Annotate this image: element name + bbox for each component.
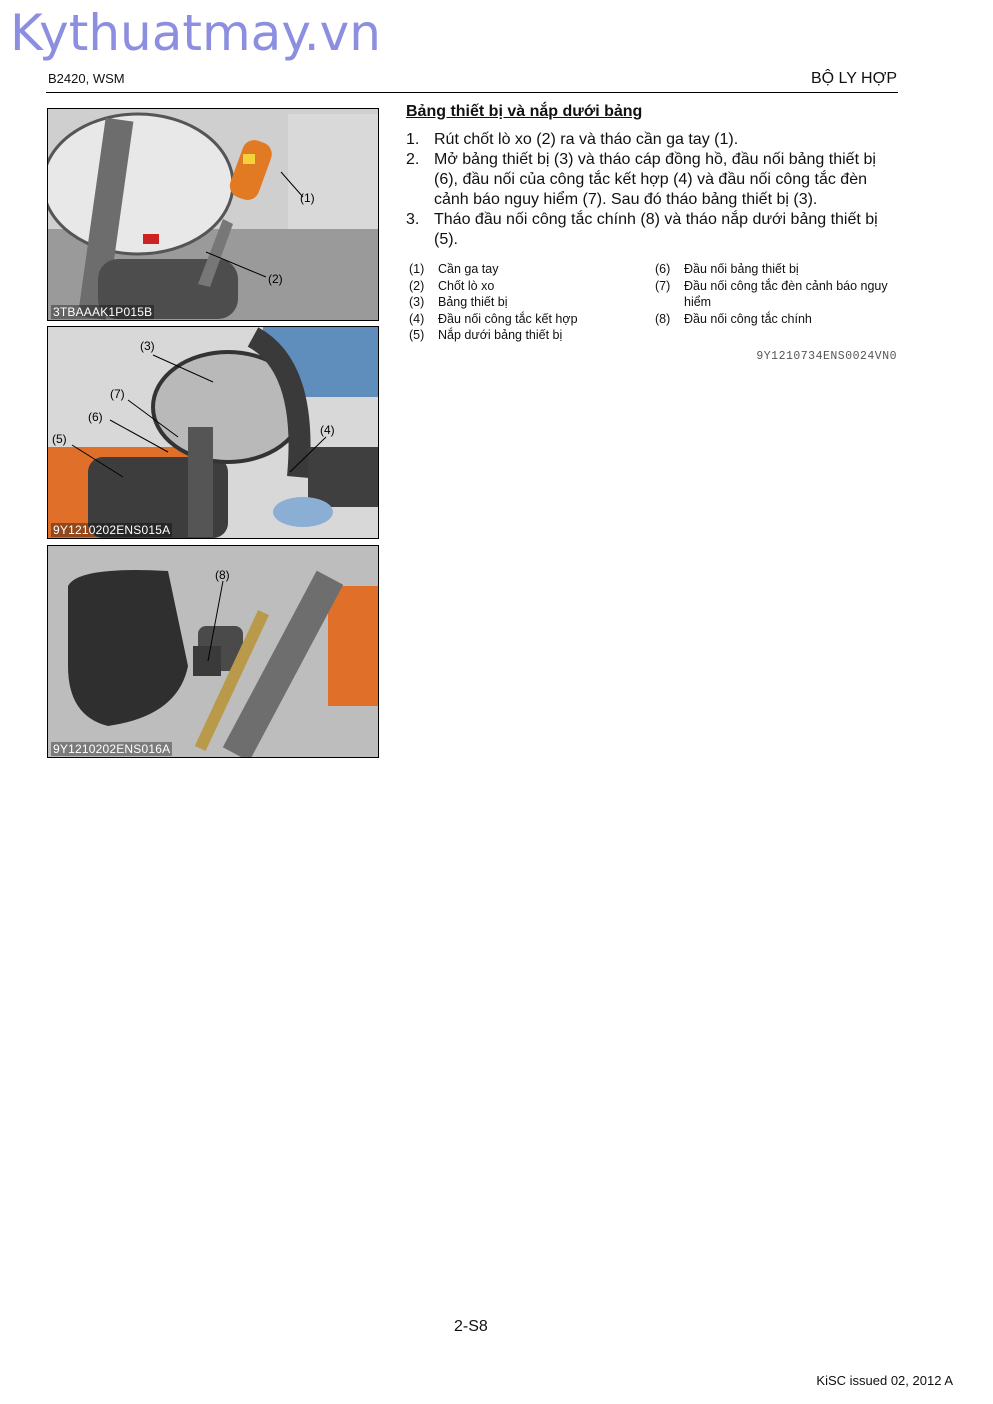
figure-2-callout-5: (5) (52, 432, 67, 446)
figure-2-callout-3: (3) (140, 339, 155, 353)
step-number: 1. (406, 131, 420, 148)
header-chapter: BỘ LY HỢP (810, 70, 897, 87)
legend-label: Đầu nối bảng thiết bị (684, 262, 799, 276)
legend-left (406, 261, 646, 344)
figure-2-callout-4: (4) (320, 423, 335, 437)
figure-1-illustration (48, 109, 378, 320)
step-text: Rút chốt lò xo (2) ra và tháo cần ga tay (1). (434, 131, 739, 148)
legend-item (406, 278, 646, 295)
figure-2-callout-7: (7) (110, 387, 125, 401)
figure-main-switch-connector (47, 545, 379, 758)
issue-note: KiSC issued 02, 2012 A (816, 1373, 953, 1388)
legend-number: (2) (409, 278, 425, 293)
figure-2-callout-6: (6) (88, 410, 103, 424)
legend-item (652, 311, 898, 328)
step-3 (406, 210, 898, 250)
legend-right (652, 261, 898, 327)
legend-item (406, 311, 646, 328)
step-2 (406, 150, 898, 210)
legend-number: (4) (409, 311, 425, 326)
legend-item (406, 261, 646, 278)
page-number: 2-S8 (454, 1318, 488, 1335)
legend-label: Cần ga tay (438, 262, 499, 276)
step-1 (406, 130, 898, 150)
figure-2-code: 9Y1210202ENS015A (53, 523, 171, 537)
figure-3-code: 9Y1210202ENS016A (53, 742, 171, 756)
legend-item (406, 294, 646, 311)
watermark: Kythuatmay.vn (10, 4, 381, 62)
figure-1-code: 3TBAAAK1P015B (53, 305, 153, 319)
legend-item (652, 261, 898, 278)
legend-label: Chốt lò xo (438, 278, 495, 293)
legend-label: Bảng thiết bị (438, 295, 508, 309)
figure-1-callout-1: (1) (300, 191, 315, 205)
step-number: 3. (406, 211, 420, 228)
figure-1-callout-2: (2) (268, 272, 283, 286)
legend-label: Nắp dưới bảng thiết bị (438, 328, 563, 342)
legend-number: (8) (655, 311, 671, 326)
header-model: B2420, WSM (48, 71, 125, 86)
procedure-steps (406, 130, 898, 250)
figure-instrument-panel (47, 326, 379, 539)
legend-label: Đầu nối công tắc chính (684, 311, 812, 326)
figure-3-callout-8: (8) (215, 568, 230, 582)
header-rule (46, 92, 898, 93)
figure-throttle-lever (47, 108, 379, 321)
legend-number: (3) (409, 295, 425, 309)
legend-number: (6) (655, 262, 671, 276)
step-text: Mở bảng thiết bị (3) và tháo cáp đồng hồ, đầu nối bảng thiết bị (6), đầu nối của công tắc kết hợp (4) và đầu nối công tắc đèn cảnh báo nguy hiểm (7). Sau đó tháo bảng thiết bị (3). (434, 151, 876, 208)
figure-3-illustration (48, 546, 378, 757)
section-title: Bảng thiết bị và nắp dưới bảng (406, 103, 643, 120)
step-number: 2. (406, 151, 420, 168)
legend-number: (1) (409, 262, 425, 276)
legend-number: (7) (655, 278, 671, 293)
legend-number: (5) (409, 328, 425, 342)
legend-label: Đầu nối công tắc đèn cảnh báo nguy hiểm (684, 278, 888, 309)
legend-item (652, 278, 898, 311)
legend-item (406, 327, 646, 344)
reference-code: 9Y1210734ENS0024VN0 (756, 350, 897, 363)
legend-label: Đầu nối công tắc kết hợp (438, 311, 578, 326)
step-text: Tháo đầu nối công tắc chính (8) và tháo nắp dưới bảng thiết bị (5). (434, 211, 878, 248)
